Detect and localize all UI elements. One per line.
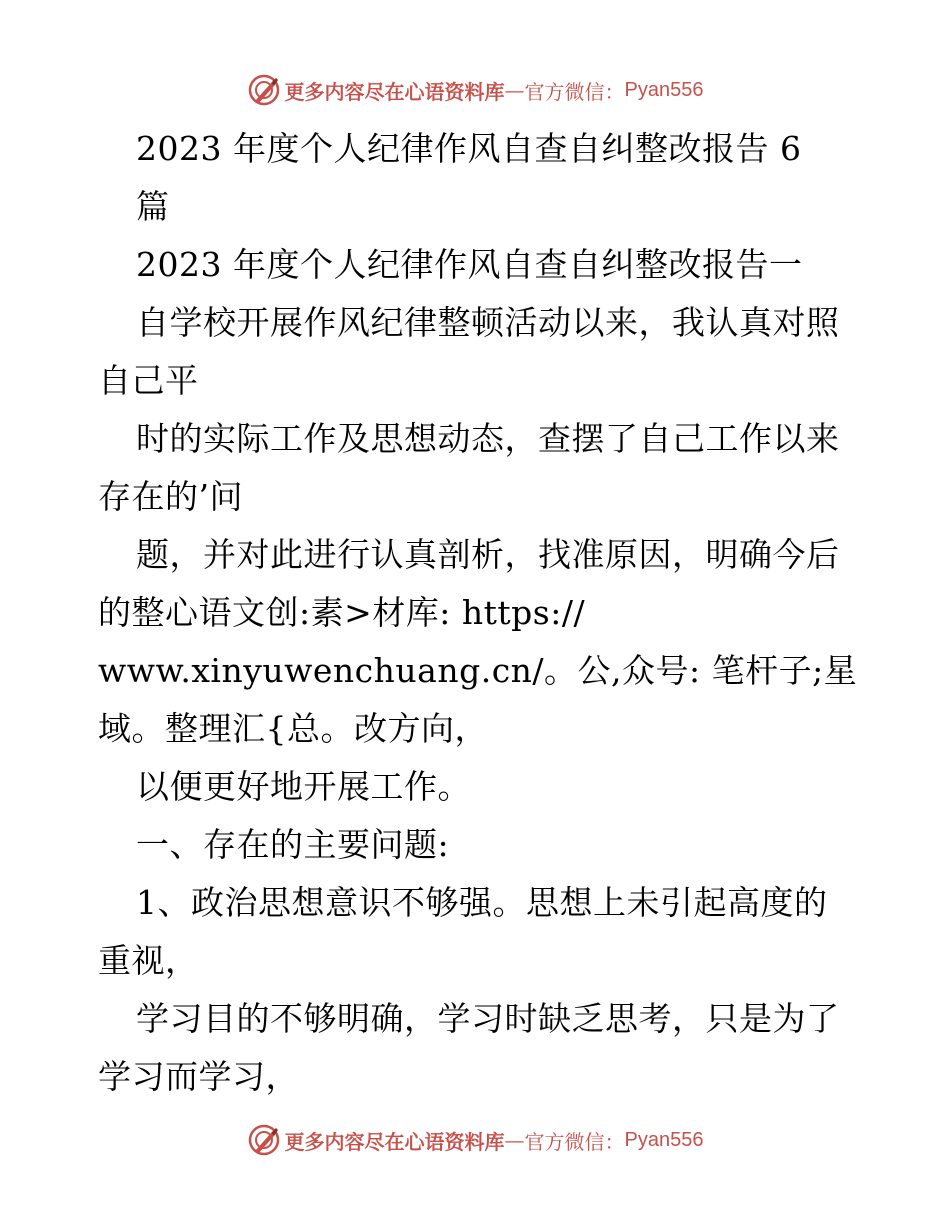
watermark-wechat-id: Pyan556	[624, 78, 704, 101]
subsection-heading: 一、存在的主要问题:	[136, 825, 450, 864]
watermark-separator: —	[504, 1128, 525, 1152]
watermark-wechat-id: Pyan556	[624, 1128, 704, 1151]
paragraph-line: 的整心语文创:素>材库: https://	[98, 593, 586, 632]
header-watermark	[0, 70, 950, 110]
pen-logo-icon	[247, 73, 281, 107]
paragraph-line: 时的实际工作及思想动态，查摆了自己工作以来	[136, 419, 840, 458]
section-heading: 2023 年度个人纪律作风自查自纠整改报告一	[136, 245, 803, 284]
pen-logo-icon	[247, 1123, 281, 1157]
paragraph-line: 学习而学习，	[98, 1057, 299, 1096]
watermark-separator: —	[504, 78, 525, 102]
paragraph-line: 重视，	[98, 941, 199, 980]
watermark-wechat-label: 官方微信：	[524, 79, 625, 104]
watermark-site-name: 更多内容尽在心语资料库	[284, 79, 505, 104]
paragraph-line: 域。整理汇{总。改方向，	[98, 709, 488, 748]
paragraph-line: 学习目的不够明确，学习时缺乏思考，只是为了	[136, 999, 840, 1038]
paragraph-line: www.xinyuwenchuang.cn/。公,众号: 笔杆子;星	[98, 651, 858, 690]
doc-title-line-2: 篇	[136, 187, 170, 226]
doc-title-line-1: 2023 年度个人纪律作风自查自纠整改报告 6	[136, 129, 802, 168]
paragraph-line: 存在的’问	[98, 477, 243, 516]
paragraph-line: 自己平	[98, 361, 199, 400]
document-body	[98, 120, 858, 1106]
paragraph-line: 1、政治思想意识不够强。思想上未引起高度的	[136, 883, 828, 922]
footer-watermark	[0, 1120, 950, 1160]
watermark-site-name: 更多内容尽在心语资料库	[284, 1129, 505, 1154]
paragraph-line: 以便更好地开展工作。	[136, 767, 471, 806]
paragraph-line: 自学校开展作风纪律整顿活动以来，我认真对照	[136, 303, 840, 342]
watermark-wechat-label: 官方微信：	[524, 1129, 625, 1154]
paragraph-line: 题，并对此进行认真剖析，找准原因，明确今后	[136, 535, 840, 574]
